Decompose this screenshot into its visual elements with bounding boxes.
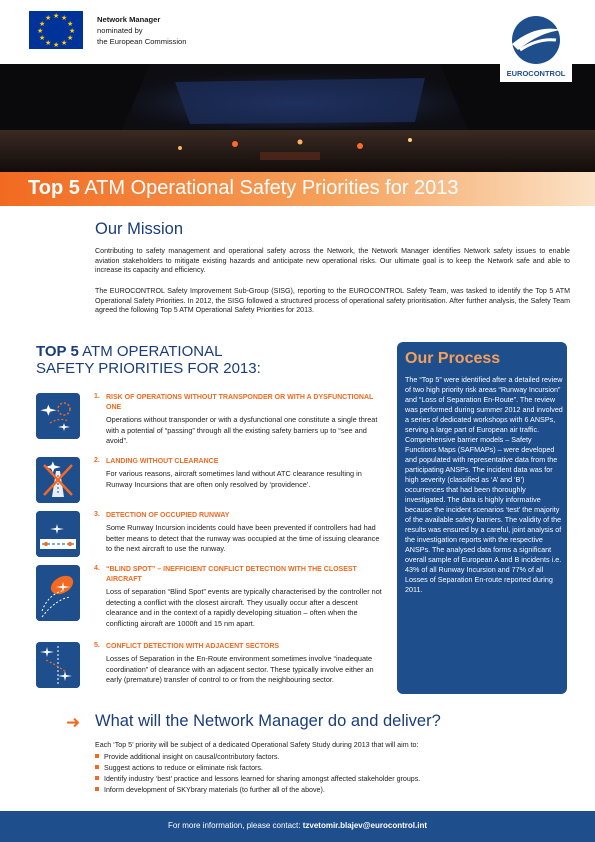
bullet-square-icon — [95, 765, 99, 769]
eurocontrol-logo — [500, 10, 572, 82]
priority-number: 1. — [94, 393, 100, 400]
page-title — [28, 177, 459, 200]
priority-text: Operations without transponder or with a dysfunctional one constitute a single threat with a potential of “passing” through all the existing safety barriers up to “see and avoid”. — [106, 415, 378, 446]
blind-spot-icon — [36, 565, 80, 621]
caption-line3: the European Commission — [97, 37, 187, 46]
mission-paragraph-1: Contributing to safety management and operational safety across the Network, the Network Manager identifies Network safety issues to enable aviation stakeholders to mitigate existing hazards and anticipate new operational risks. Our ultimate goal is to keep the Network safe and able to increase its capacity and efficiency. — [95, 247, 570, 275]
top5-heading-line2: SAFETY PRIORITIES FOR 2013: — [36, 360, 261, 377]
process-box — [397, 342, 567, 694]
landing-icon — [36, 457, 80, 503]
bullet-square-icon — [95, 754, 99, 758]
transponder-icon — [36, 393, 80, 439]
deliver-bullet — [95, 786, 565, 794]
top5-heading-bold: TOP 5 — [36, 343, 79, 360]
contact-prefix: For more information, please contact: — [168, 821, 303, 830]
priority-text: For various reasons, aircraft sometimes land without ATC clearance resulting in Runway Incursions that are often only resolved by ‘providence’. — [106, 469, 362, 489]
top5-heading-rest: ATM OPERATIONAL — [78, 343, 223, 360]
deliver-bullet — [95, 753, 565, 761]
bullet-square-icon — [95, 776, 99, 780]
contact-email-link[interactable]: tzvetomir.blajev@eurocontrol.int — [302, 821, 427, 830]
logo-text: EUROCONTROL — [506, 69, 566, 78]
priority-title: “BLIND SPOT” – INEFFICIENT CONFLICT DETECTION WITH THE CLOSEST AIRCRAFT — [106, 566, 357, 583]
priority-number: 2. — [94, 457, 100, 464]
bullet-text: Provide additional insight on causal/contributory factors. — [104, 753, 280, 761]
top5-heading — [36, 343, 261, 377]
bullet-square-icon — [95, 787, 99, 791]
arrow-right-icon: ➜ — [66, 713, 81, 732]
process-text: The “Top 5” were identified after a detailed review of two high priority risk areas “Runway Incursion” and “Loss of Separation En-Route”. The review was performed during summer 2012 and involved a series of dedicated workshops with 6 ANSPs, serving a large part of European air traffic. Comprehensive barrier models – Safety Functions Maps (SAFMAPs) – were developed and populated with representative data from the participating ANSPs. The incident data was for high severity (classified as ‘A’ and ‘B’) occurrences that had been thoroughly investigated. The data is highly informative because the incident scenarios ‘test’ the majority of the available safety barriers. The validity of the results was ensured by a careful, joint analysis of the investigation reports with the respective ANSPs. The analysed data forms a significant overall sample of European A and B incidents i.e. 43% of all Runway Incursion and 77% of all Losses of Separation En-route reported during 2011. — [405, 375, 563, 594]
priority-text: Some Runway Incursion incidents could have been prevented if controllers had had better means to detect that the runway was occupied at the time of issuing clearance to the next aircraft to use the runway. — [106, 523, 380, 554]
mission-heading: Our Mission — [95, 220, 184, 238]
adjacent-sector-icon — [36, 642, 80, 688]
caption-line2: nominated by — [97, 26, 143, 35]
network-manager-caption — [97, 14, 186, 47]
priority-text: Losses of Separation in the En-Route environment sometimes involve “inadequate coordination” of clearance with an adjacent sector. These typically involve either an early (premature) transfer of control to or from the neighbouring sector. — [106, 654, 374, 685]
title-bold: Top 5 — [28, 177, 80, 199]
page-footer — [0, 811, 595, 842]
priority-number: 4. — [94, 565, 100, 572]
bullet-text: Suggest actions to reduce or eliminate risk factors. — [104, 764, 263, 772]
runway-icon — [36, 511, 80, 557]
deliver-bullet — [95, 775, 565, 783]
caption-line1: Network Manager — [97, 15, 161, 24]
mission-paragraph-2: The EUROCONTROL Safety Improvement Sub-Group (SISG), reporting to the EUROCONTROL Safety Team, was tasked to identify the Top 5 ATM Operational Safety Priorities. In 2012, the SISG followed a structured process of operational safety prioritisation. After further analysis, the Safety Team agreed the following Top 5 ATM Operational Safety Priorities for 2013. — [95, 287, 570, 315]
deliver-heading: What will the Network Manager do and deliver? — [95, 712, 441, 730]
process-heading: Our Process — [405, 350, 501, 367]
deliver-intro: Each ‘Top 5’ priority will be subject of a dedicated Operational Safety Study during 2013 that will aim to: — [95, 741, 419, 749]
priority-title: CONFLICT DETECTION WITH ADJACENT SECTORS — [106, 643, 280, 650]
priority-number: 5. — [94, 642, 100, 649]
bullet-text: Inform development of SKYbrary materials (to further all of the above). — [104, 786, 325, 794]
priority-title: RISK OF OPERATIONS WITHOUT TRANSPONDER OR WITH A DYSFUNCTIONAL ONE — [106, 394, 374, 411]
contact-line — [0, 821, 595, 830]
priority-title: LANDING WITHOUT CLEARANCE — [106, 458, 219, 465]
eu-flag-logo: ★ ★ ★ ★ ★ ★ ★ ★ ★ ★ ★ ★ — [29, 11, 83, 49]
deliver-bullet — [95, 764, 565, 772]
priority-text: Loss of separation “Blind Spot” events are typically characterised by the controller not detecting a conflict with the closest aircraft. They usually occur after a descent clearance and in the context of a rapidly developing situation – often when the conflicting aircraft are 1000ft and 15 nm apart. — [106, 587, 382, 628]
priority-title: DETECTION OF OCCUPIED RUNWAY — [106, 512, 230, 519]
title-rest: ATM Operational Safety Priorities for 2013 — [79, 177, 459, 199]
bullet-text: Identify industry ‘best’ practice and lessons learned for sharing amongst affected stakeholder groups. — [104, 775, 421, 783]
priority-number: 3. — [94, 511, 100, 518]
